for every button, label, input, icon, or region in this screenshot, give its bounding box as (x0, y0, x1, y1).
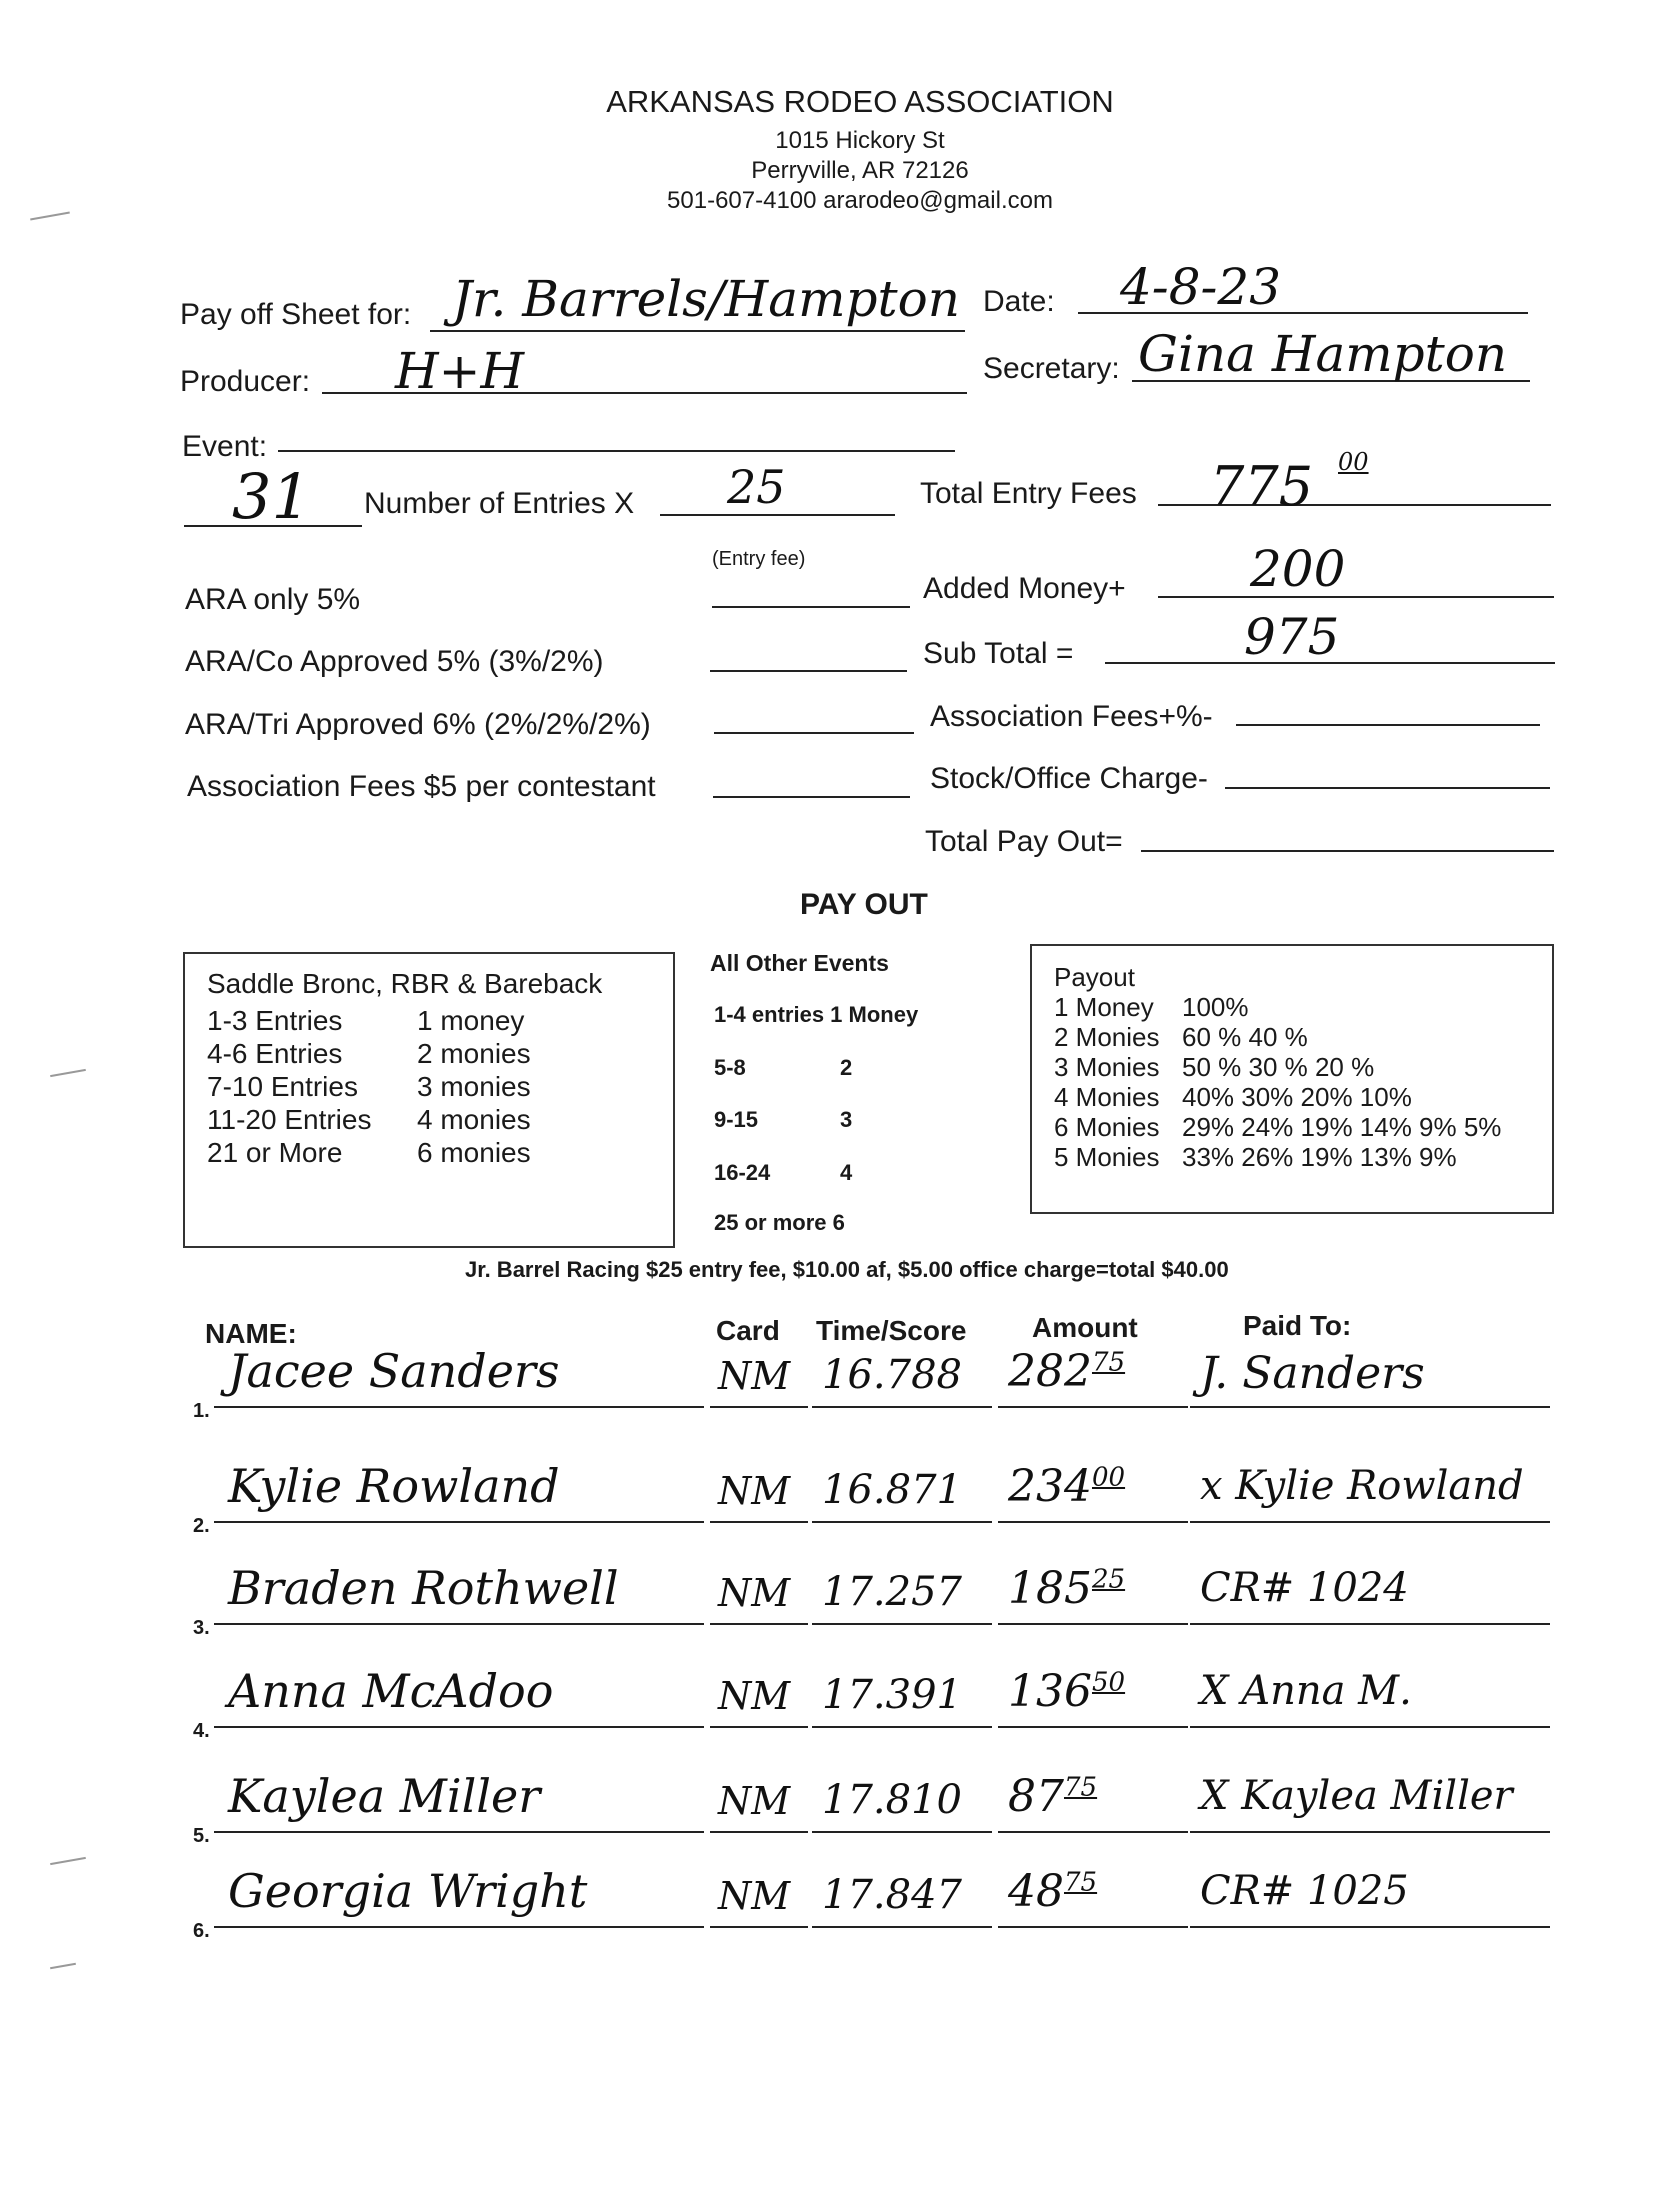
name-line (214, 1831, 704, 1833)
stock-office-line (1225, 787, 1550, 789)
org-city: Perryville, AR 72126 (751, 157, 969, 184)
amount-line (998, 1521, 1188, 1523)
paid-line (1190, 1726, 1550, 1728)
bronc-entries: 21 or More (207, 1137, 343, 1168)
bronc-monies: 2 monies (417, 1038, 531, 1069)
subtotal-value: 975 (1244, 608, 1340, 666)
other-events-title: All Other Events (710, 950, 889, 976)
payout-monies: 6 Monies (1054, 1112, 1160, 1142)
bronc-entries: 1-3 Entries (207, 1005, 343, 1036)
amount-line (998, 1623, 1188, 1625)
amount-line (998, 1726, 1188, 1728)
other-events-entries: 5-8 (714, 1055, 746, 1080)
time-line (812, 1926, 992, 1928)
payout-split-row (1054, 992, 1534, 1022)
added-money-line (1158, 596, 1554, 598)
other-events-monies: 3 (840, 1107, 853, 1132)
time-line (812, 1623, 992, 1625)
other-events-monies: 2 (840, 1055, 853, 1080)
payoff-label: Pay off Sheet for: (180, 298, 412, 331)
payout-monies: 4 Monies (1054, 1082, 1160, 1112)
bronc-row (207, 1004, 647, 1169)
amount-value (1008, 1666, 1125, 1717)
other-events-entries: 25 or more 6 (714, 1210, 845, 1235)
amount-dollars: 234 (1008, 1461, 1092, 1512)
entry-fee-note: (Entry fee) (712, 548, 806, 570)
other-events-row (714, 1107, 852, 1133)
row-number: 3. (193, 1617, 210, 1639)
paid-to-value: X Anna M. (1200, 1668, 1412, 1714)
bronc-entries: 7-10 Entries (207, 1071, 358, 1102)
added-money-value: 200 (1250, 540, 1346, 598)
scan-mark (50, 1963, 76, 1969)
subtotal-label: Sub Total = (923, 637, 1074, 670)
card-value: NM (718, 1779, 791, 1823)
org-street: 1015 Hickory St (775, 127, 945, 154)
payout-split-box (1030, 944, 1554, 1214)
total-payout-line (1141, 850, 1554, 852)
paid-line (1190, 1623, 1550, 1625)
date-value: 4-8-23 (1120, 258, 1282, 316)
card-line (710, 1623, 808, 1625)
name-line (214, 1406, 704, 1408)
time-value: 16.788 (822, 1352, 962, 1398)
payout-title: PAY OUT (800, 888, 928, 921)
bronc-monies: 6 monies (417, 1137, 531, 1168)
card-line (710, 1926, 808, 1928)
time-line (812, 1831, 992, 1833)
total-payout-label: Total Pay Out= (925, 825, 1123, 858)
ara-co-line (710, 670, 907, 672)
card-value: NM (718, 1354, 791, 1398)
total-fees-value: 775 (1210, 455, 1314, 518)
payoff-value: Jr. Barrels/Hampton (452, 270, 960, 328)
col-paid-header: Paid To: (1243, 1310, 1352, 1341)
producer-label: Producer: (180, 365, 311, 398)
bronc-monies: 1 money (417, 1005, 525, 1036)
other-events-entries: 1-4 entries 1 Money (714, 1002, 919, 1027)
amount-cents: 75 (1064, 1772, 1098, 1803)
payout-split-title: Payout (1054, 962, 1135, 992)
name-line (214, 1521, 704, 1523)
amount-line (998, 1406, 1188, 1408)
contestant-name: Anna McAdoo (228, 1664, 554, 1718)
card-value: NM (718, 1469, 791, 1513)
amount-value (1008, 1346, 1125, 1397)
paid-to-value: X Kaylea Miller (1200, 1773, 1513, 1819)
paid-to-value: x Kylie Rowland (1200, 1463, 1524, 1509)
entry-fee-note-line: Jr. Barrel Racing $25 entry fee, $10.00 af, $5.00 office charge=total $40.00 (465, 1257, 1229, 1282)
payout-split: 100% (1182, 992, 1249, 1022)
org-contact: 501-607-4100 ararodeo@gmail.com (667, 187, 1053, 214)
contestant-name: Jacee Sanders (228, 1344, 560, 1398)
time-line (812, 1726, 992, 1728)
payout-split: 50 % 30 % 20 % (1182, 1052, 1375, 1082)
amount-value (1008, 1866, 1097, 1917)
row-number: 4. (193, 1720, 210, 1742)
contestant-name: Kylie Rowland (228, 1459, 560, 1513)
paid-to-value: J. Sanders (1200, 1348, 1425, 1399)
amount-cents: 75 (1091, 1347, 1126, 1378)
amount-dollars: 87 (1008, 1771, 1064, 1822)
payout-monies: 3 Monies (1054, 1052, 1160, 1082)
paid-line (1190, 1926, 1550, 1928)
card-value: NM (718, 1674, 791, 1718)
row-number: 2. (193, 1515, 210, 1537)
scan-mark (50, 1069, 86, 1077)
time-value: 17.257 (822, 1569, 962, 1615)
card-line (710, 1521, 808, 1523)
bronc-entries: 4-6 Entries (207, 1038, 343, 1069)
col-card-header: Card (716, 1315, 780, 1346)
payout-split: 29% 24% 19% 14% 9% 5% (1182, 1112, 1502, 1142)
time-value: 17.810 (822, 1777, 962, 1823)
contestant-name: Georgia Wright (228, 1864, 588, 1918)
ara-co-label: ARA/Co Approved 5% (3%/2%) (185, 645, 604, 678)
paid-to-value: CR# 1024 (1200, 1565, 1409, 1611)
ara-tri-line (714, 732, 914, 734)
payout-split-row (1054, 1112, 1534, 1142)
bronc-box-title: Saddle Bronc, RBR & Bareback (207, 968, 603, 999)
bronc-payout-box (183, 952, 675, 1248)
other-events-row (714, 1002, 918, 1028)
payout-split: 33% 26% 19% 13% 9% (1182, 1142, 1457, 1172)
payout-split-row (1054, 1142, 1534, 1172)
amount-line (998, 1926, 1188, 1928)
time-value: 16.871 (822, 1467, 962, 1513)
payoff-line (430, 330, 965, 332)
ara-tri-label: ARA/Tri Approved 6% (2%/2%/2%) (185, 708, 651, 741)
time-line (812, 1521, 992, 1523)
amount-cents: 00 (1091, 1462, 1126, 1493)
amount-line (998, 1831, 1188, 1833)
assoc-fees-contestant-line (713, 796, 910, 798)
amount-cents: 75 (1064, 1867, 1098, 1898)
other-events-row (714, 1160, 852, 1186)
col-amount-header: Amount (1032, 1312, 1138, 1343)
amount-value (1008, 1771, 1097, 1822)
entry-fee-line (660, 514, 895, 516)
amount-value (1008, 1461, 1125, 1512)
entry-fee-value: 25 (727, 460, 786, 514)
paid-to-value: CR# 1025 (1200, 1868, 1409, 1914)
event-label: Event: (182, 430, 268, 463)
ara-only-label: ARA only 5% (185, 583, 361, 616)
amount-dollars: 185 (1008, 1563, 1092, 1614)
scan-mark (50, 1857, 86, 1865)
payout-split: 40% 30% 20% 10% (1182, 1082, 1412, 1112)
producer-value: H+H (395, 342, 525, 400)
assoc-fees-pct-line (1236, 724, 1540, 726)
name-line (214, 1623, 704, 1625)
col-time-header: Time/Score (816, 1315, 967, 1346)
amount-cents: 25 (1091, 1564, 1126, 1595)
card-line (710, 1726, 808, 1728)
bronc-entries: 11-20 Entries (207, 1104, 372, 1135)
paid-line (1190, 1406, 1550, 1408)
card-value: NM (718, 1571, 791, 1615)
secretary-value: Gina Hampton (1138, 325, 1508, 383)
payout-split-row (1054, 1082, 1534, 1112)
payout-split: 60 % 40 % (1182, 1022, 1308, 1052)
payout-monies: 5 Monies (1054, 1142, 1160, 1172)
total-fees-label: Total Entry Fees (920, 477, 1137, 510)
time-value: 17.391 (822, 1672, 962, 1718)
secretary-label: Secretary: (983, 352, 1120, 385)
payout-monies: 1 Money (1054, 992, 1154, 1022)
payout-split-row (1054, 1022, 1534, 1052)
payout-split-rows (1054, 992, 1534, 1172)
other-events-entries: 9-15 (714, 1107, 759, 1132)
card-line (710, 1831, 808, 1833)
row-number: 1. (193, 1400, 210, 1422)
bronc-monies: 3 monies (417, 1071, 531, 1102)
amount-cents: 50 (1091, 1667, 1126, 1698)
date-label: Date: (983, 285, 1055, 318)
other-events-entries: 16-24 (714, 1160, 771, 1185)
assoc-fees-contestant-label: Association Fees $5 per contestant (187, 770, 656, 803)
time-value: 17.847 (822, 1872, 962, 1918)
col-name-header: NAME: (205, 1318, 297, 1349)
card-value: NM (718, 1874, 791, 1918)
contestant-name: Kaylea Miller (228, 1769, 541, 1823)
card-line (710, 1406, 808, 1408)
entries-label: Number of Entries X (364, 487, 635, 520)
amount-dollars: 136 (1008, 1666, 1092, 1717)
time-line (812, 1406, 992, 1408)
entries-value: 31 (232, 460, 311, 533)
payout-monies: 2 Monies (1054, 1022, 1160, 1052)
amount-value (1008, 1563, 1125, 1614)
stock-office-label: Stock/Office Charge- (930, 762, 1208, 795)
bronc-monies: 4 monies (417, 1104, 531, 1135)
event-line (278, 450, 955, 452)
ara-only-line (712, 606, 910, 608)
paid-line (1190, 1521, 1550, 1523)
assoc-fees-pct-label: Association Fees+%- (930, 700, 1213, 733)
other-events-monies: 4 (840, 1160, 853, 1185)
row-number: 5. (193, 1825, 210, 1847)
total-fees-cents: 00 (1338, 448, 1369, 476)
payout-split-row (1054, 1052, 1534, 1082)
amount-dollars: 282 (1008, 1346, 1092, 1397)
other-events-row (714, 1210, 845, 1236)
added-money-label: Added Money+ (923, 572, 1126, 605)
org-title: ARKANSAS RODEO ASSOCIATION (606, 84, 1114, 119)
name-line (214, 1926, 704, 1928)
name-line (214, 1726, 704, 1728)
amount-dollars: 48 (1008, 1866, 1064, 1917)
row-number: 6. (193, 1920, 210, 1942)
contestant-name: Braden Rothwell (228, 1561, 619, 1615)
other-events-row (714, 1055, 852, 1081)
paid-line (1190, 1831, 1550, 1833)
